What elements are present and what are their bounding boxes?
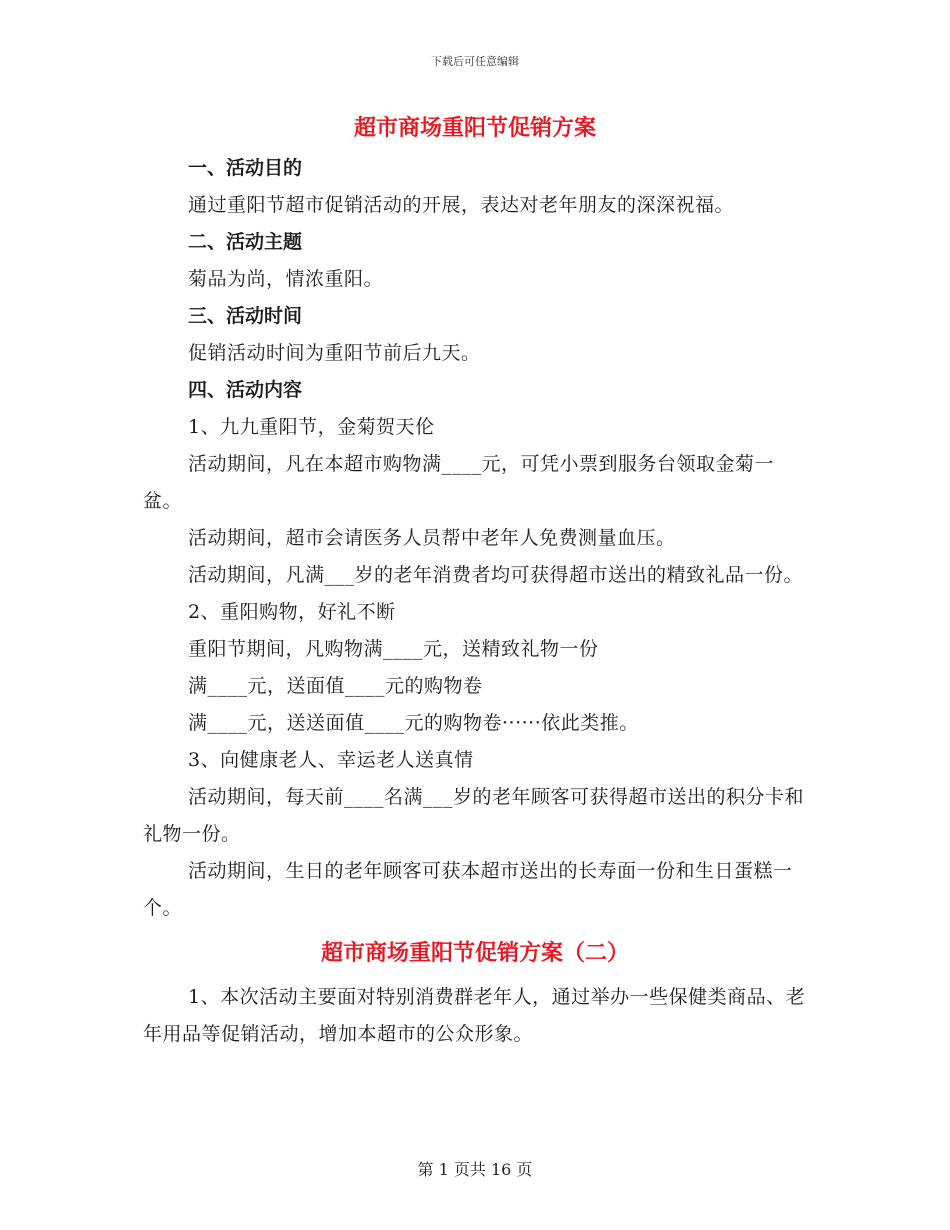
document-title-part2: 超市商场重阳节促销方案（二） xyxy=(320,940,629,966)
page-number-footer: 第 1 页共 16 页 xyxy=(417,1160,533,1179)
section-text-theme: 菊品为尚，情浓重阳。 xyxy=(188,268,384,290)
content-paragraph: 活动期间，生日的老年顾客可获本超市送出的长寿面一份和生日蛋糕一个。 xyxy=(143,860,793,919)
content-subheading-2: 2、重阳购物，好礼不断 xyxy=(188,601,396,623)
content-paragraph: 满____元，送送面值____元的购物卷······依此类推。 xyxy=(188,712,639,734)
part2-paragraph: 1、本次活动主要面对特别消费群老年人，通过举办一些保健类商品、老年用品等促销活动，增加本超市的公众形象。 xyxy=(143,986,806,1045)
content-subheading-3: 3、向健康老人、幸运老人送真情 xyxy=(188,749,474,771)
content-paragraph: 满____元，送面值____元的购物卷 xyxy=(188,675,483,697)
content-paragraph: 活动期间，凡在本超市购物满____元，可凭小票到服务台领取金菊一盆。 xyxy=(143,453,775,512)
document-body xyxy=(143,110,807,1053)
content-paragraph: 活动期间，每天前____名满___岁的老年顾客可获得超市送出的积分卡和礼物一份。 xyxy=(143,786,805,845)
section-heading-time: 三、活动时间 xyxy=(188,305,303,327)
content-paragraph: 活动期间，凡满___岁的老年消费者均可获得超市送出的精致礼品一份。 xyxy=(188,564,804,586)
header-note: 下载后可任意编辑 xyxy=(431,55,519,68)
content-paragraph: 活动期间，超市会请医务人员帮中老年人免费测量血压。 xyxy=(188,527,676,549)
section-heading-purpose: 一、活动目的 xyxy=(188,157,303,179)
section-heading-content: 四、活动内容 xyxy=(188,379,303,401)
document-title: 超市商场重阳节促销方案 xyxy=(353,115,596,141)
content-paragraph: 重阳节期间，凡购物满____元，送精致礼物一份 xyxy=(188,638,599,660)
section-heading-theme: 二、活动主题 xyxy=(188,231,303,253)
section-text-purpose: 通过重阳节超市促销活动的开展，表达对老年朋友的深深祝福。 xyxy=(188,194,735,216)
content-subheading-1: 1、九九重阳节，金菊贺天伦 xyxy=(188,416,435,438)
section-text-time: 促销活动时间为重阳节前后九天。 xyxy=(188,342,481,364)
